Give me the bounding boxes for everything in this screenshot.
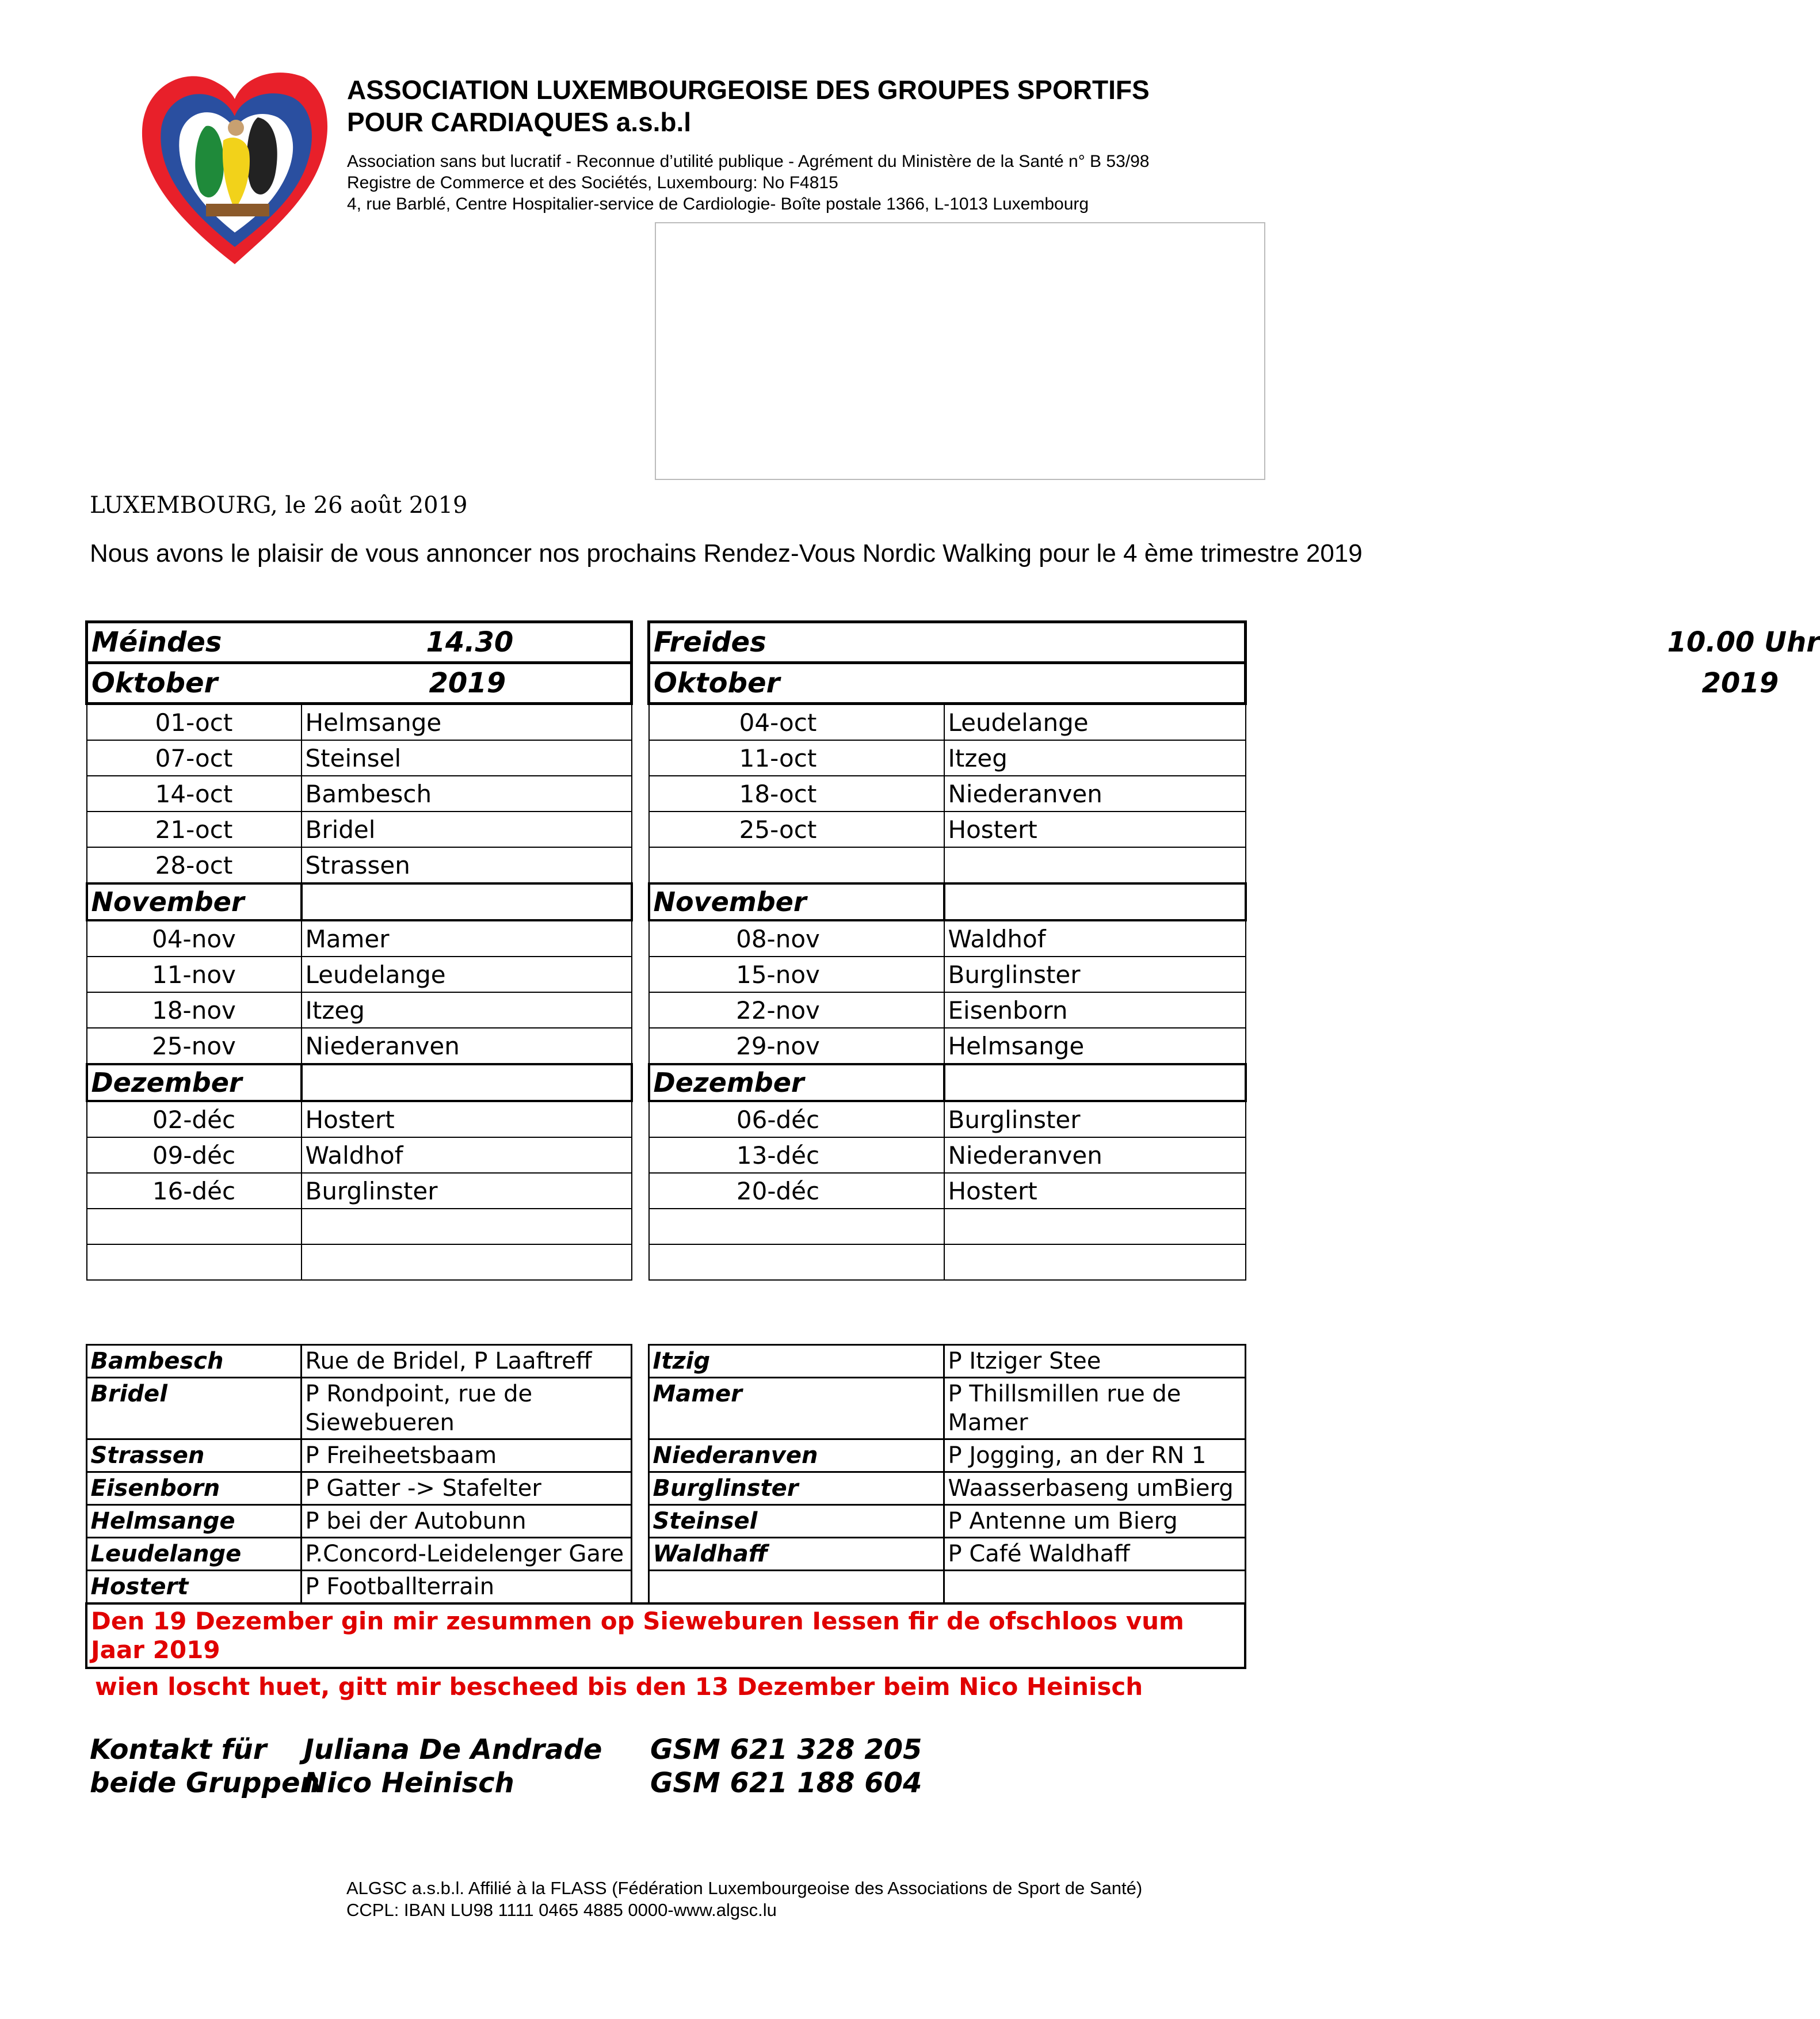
place-cell: Hostert: [302, 1101, 632, 1137]
location-name: Steinsel: [648, 1505, 944, 1538]
month-label: Oktober: [91, 667, 218, 699]
date-cell: 20-déc: [649, 1173, 944, 1209]
place-cell: Bambesch: [302, 776, 632, 812]
place-cell: Niederanven: [944, 1137, 1246, 1173]
place-cell: Helmsange: [302, 704, 632, 741]
table-row: [649, 1173, 1246, 1209]
table-row: [649, 776, 1246, 812]
date-cell: 01-oct: [87, 704, 302, 741]
date-cell: 28-oct: [87, 847, 302, 883]
footer-line2: CCPL: IBAN LU98 1111 0465 4885 0000-www.algsc.lu: [346, 1900, 777, 1920]
notice-row: [86, 1603, 1245, 1668]
location-name: [648, 1571, 944, 1604]
meeting-points-table: [85, 1344, 1246, 1669]
table-row: [87, 1209, 632, 1244]
place-cell: Eisenborn: [944, 992, 1246, 1028]
location-name: Helmsange: [86, 1505, 301, 1538]
table-row: [649, 920, 1246, 957]
location-address: P Footballterrain: [301, 1571, 631, 1604]
location-address: P Gatter -> Stafelter: [301, 1472, 631, 1505]
month-label: Dezember: [649, 1064, 944, 1101]
empty-cell: [944, 847, 1246, 883]
empty-cell: [302, 1064, 632, 1101]
gap-cell: [631, 1571, 648, 1604]
date-cell: 21-oct: [87, 812, 302, 847]
table-row: [649, 1137, 1246, 1173]
table-row: [86, 1538, 1245, 1571]
table-row: [86, 1345, 1245, 1378]
table-row: [649, 1244, 1246, 1280]
empty-cell: [87, 1244, 302, 1280]
location-address: P Antenne um Bierg: [944, 1505, 1245, 1538]
contact-phone-1: GSM 621 328 205: [650, 1734, 922, 1766]
table-row: [87, 812, 632, 847]
table-header-row: [87, 663, 632, 704]
weekday-label: Freides: [654, 626, 766, 658]
place-cell: Strassen: [302, 847, 632, 883]
table-row: [86, 1571, 1245, 1604]
schedule-table-wednesday: [85, 620, 633, 1281]
weekday-time-cell: [87, 622, 632, 663]
location-address: P Jogging, an der RN 1: [944, 1439, 1245, 1472]
location-address: P Itziger Stee: [944, 1345, 1245, 1378]
empty-cell: [944, 1209, 1246, 1244]
date-cell: 04-nov: [87, 920, 302, 957]
place-cell: Leudelange: [944, 704, 1246, 741]
month-header-row: [87, 883, 632, 920]
date-cell: 16-déc: [87, 1173, 302, 1209]
org-info-line2: Registre de Commerce et des Sociétés, Luxembourg: No F4815: [347, 173, 838, 192]
contact-label-line2: beide Gruppen: [90, 1767, 320, 1799]
location-name: Strassen: [86, 1439, 301, 1472]
date-cell: 22-nov: [649, 992, 944, 1028]
time-label: 14.30: [426, 626, 514, 658]
table-row: [649, 992, 1246, 1028]
intro-text: Nous avons le plaisir de vous annoncer nos prochains Rendez-Vous Nordic Walking pour le 4 ème trimestre 2019: [90, 539, 1363, 567]
footer: [346, 1877, 1142, 1921]
table-header-row: [649, 663, 1246, 704]
date-cell: 09-déc: [87, 1137, 302, 1173]
table-row: [649, 740, 1246, 776]
table-row: [87, 847, 632, 883]
place-cell: Leudelange: [302, 957, 632, 992]
location-name: Waldhaff: [648, 1538, 944, 1571]
table-row: [649, 704, 1246, 741]
empty-cell: [944, 1064, 1246, 1101]
date-cell: 08-nov: [649, 920, 944, 957]
month-year-cell: [87, 663, 632, 704]
table-row: [87, 992, 632, 1028]
weekday-time-cell: [649, 622, 1820, 663]
empty-cell: [944, 1244, 1246, 1280]
place-date: LUXEMBOURG, le 26 août 2019: [90, 492, 468, 519]
date-cell: 29-nov: [649, 1028, 944, 1064]
place-cell: Niederanven: [302, 1028, 632, 1064]
table-header-row: [649, 622, 1246, 663]
place-cell: Burglinster: [302, 1173, 632, 1209]
date-cell: 15-nov: [649, 957, 944, 992]
location-name: Burglinster: [648, 1472, 944, 1505]
contact-person-2: Nico Heinisch: [304, 1767, 514, 1799]
year-label: 2019: [1701, 667, 1779, 699]
location-address: P.Concord-Leidelenger Gare: [301, 1538, 631, 1571]
date-cell: 14-oct: [87, 776, 302, 812]
gap-cell: [631, 1505, 648, 1538]
date-cell: 13-déc: [649, 1137, 944, 1173]
location-name: Hostert: [86, 1571, 301, 1604]
date-cell: 18-oct: [649, 776, 944, 812]
registration-notice: wien loscht huet, gitt mir bescheed bis den 13 Dezember beim Nico Heinisch: [95, 1673, 1143, 1701]
table-row: [87, 957, 632, 992]
table-row: [86, 1439, 1245, 1472]
footer-line1: ALGSC a.s.b.l. Affilié à la FLASS (Fédération Luxembourgeoise des Associations de Sport de Santé): [346, 1878, 1143, 1898]
location-address: Rue de Bridel, P Laaftreff: [301, 1345, 631, 1378]
dinner-notice: Den 19 Dezember gin mir zesummen op Sieweburen Iessen fir de ofschloos vum Jaar 2019: [86, 1603, 1245, 1668]
organisation-title: [347, 74, 1150, 138]
place-cell: Mamer: [302, 920, 632, 957]
table-row: [649, 1101, 1246, 1137]
month-header-row: [649, 1064, 1246, 1101]
table-row: [649, 812, 1246, 847]
address-window-box: [655, 222, 1265, 480]
month-year-cell: [649, 663, 1779, 704]
month-label: Dezember: [87, 1064, 302, 1101]
org-info-line3: 4, rue Barblé, Centre Hospitalier-service de Cardiologie- Boîte postale 1366, L-1013 Luxembourg: [347, 195, 1089, 214]
contact-phone-2: GSM 621 188 604: [650, 1767, 922, 1799]
weekday-label: Méindes: [91, 626, 222, 658]
table-row: [87, 1137, 632, 1173]
empty-cell: [649, 1244, 944, 1280]
location-address: [944, 1571, 1245, 1604]
contact-person-1: Juliana De Andrade: [304, 1734, 602, 1766]
month-label: Oktober: [654, 667, 780, 699]
location-address: P Café Waldhaff: [944, 1538, 1245, 1571]
empty-cell: [944, 883, 1246, 920]
location-name: Bridel: [86, 1378, 301, 1439]
empty-cell: [302, 883, 632, 920]
location-name: Niederanven: [648, 1439, 944, 1472]
place-cell: Hostert: [944, 812, 1246, 847]
date-cell: 25-oct: [649, 812, 944, 847]
table-row: [87, 776, 632, 812]
location-address: Waasserbaseng umBierg: [944, 1472, 1245, 1505]
table-row: [649, 1209, 1246, 1244]
gap-cell: [631, 1378, 648, 1439]
schedule-table-friday: [647, 620, 1820, 1281]
gap-cell: [631, 1538, 648, 1571]
org-info-line1: Association sans but lucratif - Reconnue d’utilité publique - Agrément du Ministère de la Santé n° B 53/98: [347, 152, 1150, 171]
location-name: Mamer: [648, 1378, 944, 1439]
location-address: P Rondpoint, rue de Siewebueren: [301, 1378, 631, 1439]
date-cell: 11-oct: [649, 740, 944, 776]
place-cell: Burglinster: [944, 1101, 1246, 1137]
empty-cell: [302, 1209, 632, 1244]
location-name: Itzig: [648, 1345, 944, 1378]
table-row: [87, 740, 632, 776]
date-cell: 06-déc: [649, 1101, 944, 1137]
date-cell: 18-nov: [87, 992, 302, 1028]
table-row: [649, 847, 1246, 883]
place-cell: Waldhof: [302, 1137, 632, 1173]
place-cell: Burglinster: [944, 957, 1246, 992]
month-header-row: [87, 1064, 632, 1101]
date-cell: 07-oct: [87, 740, 302, 776]
place-cell: Itzeg: [944, 740, 1246, 776]
table-row: [86, 1472, 1245, 1505]
place-cell: Itzeg: [302, 992, 632, 1028]
gap-cell: [631, 1472, 648, 1505]
date-cell: 11-nov: [87, 957, 302, 992]
table-row: [87, 704, 632, 741]
table-header-row: [87, 622, 632, 663]
month-header-row: [649, 883, 1246, 920]
contact-label-line1: Kontakt für: [90, 1734, 267, 1766]
table-row: [86, 1505, 1245, 1538]
empty-cell: [302, 1244, 632, 1280]
location-address: P Thillsmillen rue de Mamer: [944, 1378, 1245, 1439]
location-name: Eisenborn: [86, 1472, 301, 1505]
table-row: [87, 1028, 632, 1064]
place-cell: Steinsel: [302, 740, 632, 776]
location-address: P bei der Autobunn: [301, 1505, 631, 1538]
table-row: [86, 1378, 1245, 1439]
time-label: 10.00 Uhr: [1667, 626, 1820, 658]
place-cell: Bridel: [302, 812, 632, 847]
algsc-heart-logo: [137, 60, 333, 273]
organisation-info: [347, 151, 1149, 215]
date-cell: 25-nov: [87, 1028, 302, 1064]
table-row: [649, 957, 1246, 992]
month-label: November: [87, 883, 302, 920]
empty-cell: [649, 1209, 944, 1244]
location-address: P Freiheetsbaam: [301, 1439, 631, 1472]
empty-cell: [87, 1209, 302, 1244]
gap-cell: [631, 1439, 648, 1472]
place-cell: Waldhof: [944, 920, 1246, 957]
date-cell: 04-oct: [649, 704, 944, 741]
empty-cell: [649, 847, 944, 883]
location-name: Bambesch: [86, 1345, 301, 1378]
table-row: [87, 1173, 632, 1209]
date-cell: 02-déc: [87, 1101, 302, 1137]
location-name: Leudelange: [86, 1538, 301, 1571]
place-cell: Helmsange: [944, 1028, 1246, 1064]
org-name-line1: ASSOCIATION LUXEMBOURGEOISE DES GROUPES SPORTIFS: [347, 75, 1150, 105]
table-row: [87, 1244, 632, 1280]
year-label: 2019: [429, 667, 506, 699]
gap-cell: [631, 1345, 648, 1378]
table-row: [87, 920, 632, 957]
month-label: November: [649, 883, 944, 920]
table-row: [87, 1101, 632, 1137]
place-cell: Niederanven: [944, 776, 1246, 812]
org-name-line2: POUR CARDIAQUES a.s.b.l: [347, 107, 692, 137]
table-row: [649, 1028, 1246, 1064]
place-cell: Hostert: [944, 1173, 1246, 1209]
